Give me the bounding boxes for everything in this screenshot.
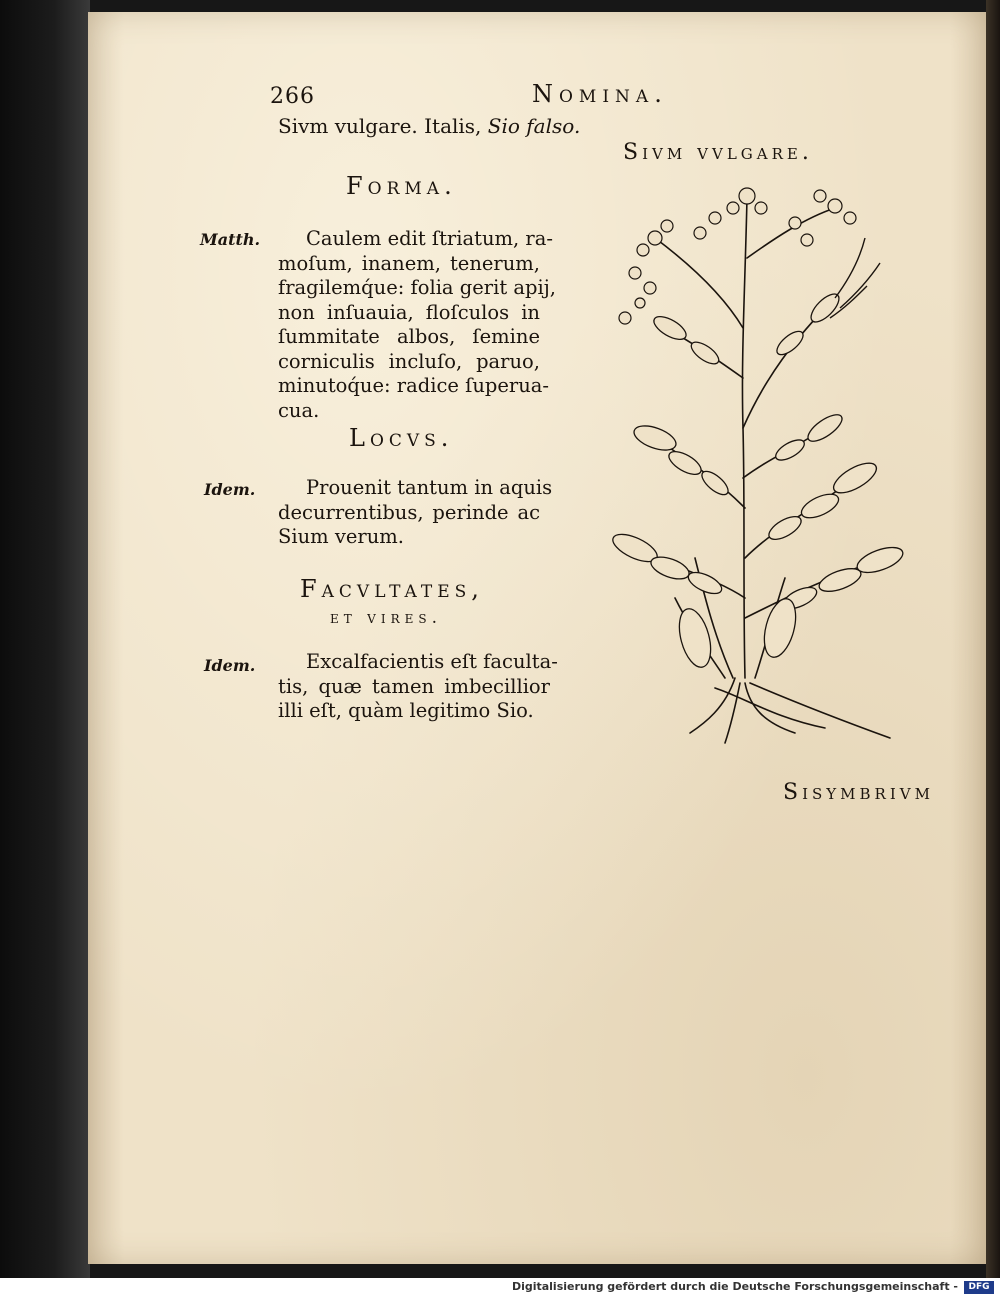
entry-subtitle	[278, 114, 580, 138]
margin-note-idem: Idem.	[204, 656, 256, 675]
text-line: tis, quæ tamen imbecillior	[278, 674, 550, 698]
page-number: 266	[270, 84, 315, 109]
section-heading-vires: et vires.	[330, 608, 442, 628]
section-heading-facultates: Facvltates,	[300, 575, 484, 603]
subtitle-italic: Sio falso.	[487, 114, 581, 138]
book-right-edge	[986, 0, 1000, 1278]
section-heading-locus: Locvs.	[349, 424, 454, 452]
paragraph-forma	[278, 227, 556, 423]
paragraph-locus	[278, 476, 553, 550]
text-line: Sium verum.	[278, 525, 404, 548]
text-line: non inſuauia, floſculos in	[278, 300, 540, 324]
margin-note-matth: Matth.	[200, 230, 261, 249]
footer-credit: Digitalisierung gefördert durch die Deutsche Forschungsgemeinschaft -	[511, 1280, 958, 1293]
text-line: ſummitate albos, ſemine	[278, 325, 540, 348]
text-line: minutoq́ue: radice ſuperua-	[278, 374, 549, 397]
text-line: Excalfacientis eſt faculta-	[306, 650, 558, 673]
text-line: fragilemq́ue: folia gerit apij,	[278, 276, 556, 299]
section-heading-forma: Forma.	[346, 172, 457, 200]
catchword: Sisymbrivm	[783, 780, 934, 805]
dfg-logo: DFG	[964, 1281, 994, 1294]
text-line: Caulem edit ſtriatum, ra-	[306, 227, 553, 250]
text-line: corniculis incluſo, paruo,	[278, 349, 540, 373]
text-line: Prouenit tantum in aquis	[306, 476, 553, 499]
subtitle-lead: Sivm vulgare. Italis,	[278, 114, 482, 138]
text-line: cua.	[278, 398, 320, 422]
margin-note-idem: Idem.	[204, 480, 256, 499]
scanner-left-edge	[0, 0, 90, 1278]
text-line: decurrentibus, perinde ac	[278, 500, 540, 524]
plant-woodcut-illustration	[595, 178, 915, 748]
running-head: Nomina.	[532, 80, 668, 108]
text-line: illi eſt, quàm legitimo Sio.	[278, 699, 534, 722]
paragraph-facultates	[278, 650, 558, 724]
footer-bar	[0, 1278, 1000, 1297]
plate-title: Sivm vvlgare.	[623, 140, 813, 165]
text-line: moſum, inanem, tenerum,	[278, 251, 540, 275]
